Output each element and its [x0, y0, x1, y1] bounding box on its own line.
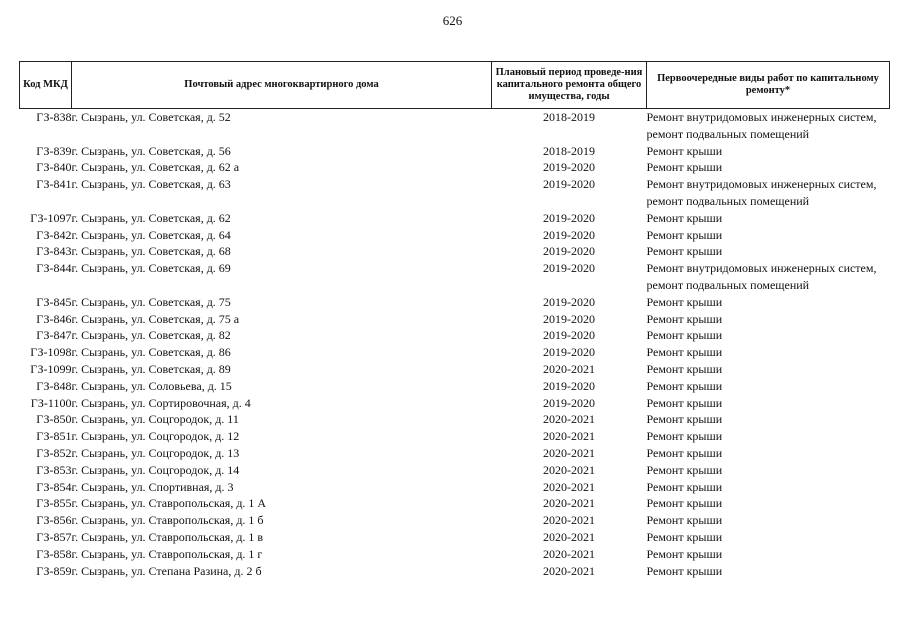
- mkd-code: ГЗ-842: [36, 227, 72, 242]
- mkd-code: ГЗ-839: [36, 143, 72, 158]
- table-row: [20, 428, 890, 445]
- repair-work-line: Ремонт крыши: [646, 328, 723, 343]
- address: г. Сызрань, ул. Сортировочная, д. 4: [71, 395, 251, 410]
- repair-works: [647, 495, 890, 512]
- repair-period: 2019-2020: [543, 328, 595, 343]
- repair-work-line: Ремонт крыши: [646, 143, 723, 158]
- table-row: [20, 227, 890, 244]
- repair-works: [647, 529, 890, 546]
- repair-period: 2018-2019: [543, 143, 595, 158]
- table-row: [20, 109, 890, 143]
- repair-works: [647, 159, 890, 176]
- repair-period: 2019-2020: [543, 395, 595, 410]
- repair-period: 2020-2021: [543, 563, 595, 578]
- repair-works: [647, 546, 890, 563]
- mkd-code: ГЗ-857: [36, 529, 72, 544]
- address: г. Сызрань, ул. Соцгородок, д. 13: [71, 445, 240, 460]
- repair-work-line: ремонт подвальных помещений: [646, 277, 810, 292]
- page-number: 626: [442, 13, 463, 28]
- table-row: [20, 411, 890, 428]
- header-code: Код МКД: [20, 62, 72, 109]
- repair-period: 2020-2021: [543, 513, 595, 528]
- repair-work-line: Ремонт крыши: [646, 160, 723, 175]
- repair-work-line: Ремонт крыши: [646, 479, 723, 494]
- repair-works: [647, 311, 890, 328]
- repair-work-line: Ремонт крыши: [646, 361, 723, 376]
- repair-works: [647, 462, 890, 479]
- mkd-code: ГЗ-840: [36, 160, 72, 175]
- mkd-code: ГЗ-856: [36, 513, 72, 528]
- mkd-code: ГЗ-838: [36, 110, 72, 124]
- table-row: [20, 143, 890, 160]
- address: г. Сызрань, ул. Соцгородок, д. 14: [71, 462, 240, 477]
- repair-works: [647, 243, 890, 260]
- repair-works: [647, 428, 890, 445]
- address: г. Сызрань, ул. Советская, д. 69: [71, 261, 231, 276]
- address: г. Сызрань, ул. Соцгородок, д. 12: [71, 429, 240, 444]
- address: г. Сызрань, ул. Советская, д. 63: [71, 177, 231, 192]
- repair-work-line: Ремонт крыши: [646, 546, 723, 561]
- header-address: Почтовый адрес многоквартирного дома: [72, 62, 492, 109]
- header-row: [20, 62, 890, 109]
- mkd-code: ГЗ-1100: [30, 395, 72, 410]
- repair-works: [647, 227, 890, 244]
- repair-work-line: Ремонт крыши: [646, 345, 723, 360]
- address: г. Сызрань, ул. Советская, д. 86: [71, 345, 231, 360]
- mkd-code: ГЗ-1099: [30, 361, 72, 376]
- mkd-code: ГЗ-851: [36, 429, 72, 444]
- repair-works: [647, 395, 890, 412]
- address: г. Сызрань, ул. Советская, д. 89: [71, 361, 231, 376]
- table-row: [20, 495, 890, 512]
- mkd-code: ГЗ-848: [36, 378, 72, 393]
- header-work: Первоочередные виды работ по капитальному ремонту*: [647, 62, 890, 109]
- repair-work-line: Ремонт крыши: [646, 429, 723, 444]
- repair-works: [647, 563, 890, 580]
- table-row: [20, 176, 890, 210]
- mkd-code: ГЗ-843: [36, 244, 72, 259]
- repair-period: 2019-2020: [543, 210, 595, 225]
- table-row: [20, 445, 890, 462]
- mkd-code: ГЗ-850: [36, 412, 72, 427]
- repair-period: 2020-2021: [543, 546, 595, 561]
- repair-works: [647, 294, 890, 311]
- repair-period: 2020-2021: [543, 479, 595, 494]
- table-row: [20, 512, 890, 529]
- repair-period: 2019-2020: [543, 244, 595, 259]
- repair-work-line: Ремонт крыши: [646, 210, 723, 225]
- repair-period: 2019-2020: [543, 345, 595, 360]
- address: г. Сызрань, ул. Советская, д. 82: [71, 328, 231, 343]
- repair-work-line: Ремонт крыши: [646, 529, 723, 544]
- repair-work-line: Ремонт крыши: [646, 462, 723, 477]
- mkd-code: ГЗ-854: [36, 479, 72, 494]
- address: г. Сызрань, ул. Советская, д. 68: [71, 244, 231, 259]
- repair-works: [647, 210, 890, 227]
- mkd-code: ГЗ-855: [36, 496, 72, 511]
- repair-period: 2020-2021: [543, 496, 595, 511]
- table-row: [20, 546, 890, 563]
- repair-work-line: Ремонт крыши: [646, 563, 723, 578]
- address: г. Сызрань, ул. Советская, д. 75 а: [71, 311, 240, 326]
- repair-work-line: Ремонт крыши: [646, 496, 723, 511]
- repair-works: [647, 176, 890, 210]
- table-row: [20, 327, 890, 344]
- repair-period: 2020-2021: [543, 361, 595, 376]
- table-header: [20, 62, 890, 109]
- address: г. Сызрань, ул. Соловьева, д. 15: [71, 378, 232, 393]
- table-row: [20, 210, 890, 227]
- mkd-code: ГЗ-858: [36, 546, 72, 561]
- repair-work-line: Ремонт крыши: [646, 445, 723, 460]
- address: г. Сызрань, ул. Советская, д. 64: [71, 227, 231, 242]
- repair-works: [647, 512, 890, 529]
- repair-work-line: Ремонт крыши: [646, 244, 723, 259]
- repair-works: [647, 445, 890, 462]
- repair-period: 2019-2020: [543, 160, 595, 175]
- table-row: [20, 344, 890, 361]
- table-row: [20, 462, 890, 479]
- table-row: [20, 311, 890, 328]
- repair-period: 2019-2020: [543, 227, 595, 242]
- repair-work-line: Ремонт крыши: [646, 412, 723, 427]
- address: г. Сызрань, ул. Ставропольская, д. 1 А: [71, 496, 267, 511]
- repair-work-line: Ремонт крыши: [646, 513, 723, 528]
- address: г. Сызрань, ул. Спортивная, д. 3: [71, 479, 234, 494]
- address: г. Сызрань, ул. Соцгородок, д. 11: [71, 412, 239, 427]
- address: г. Сызрань, ул. Советская, д. 52: [71, 110, 231, 124]
- mkd-code: ГЗ-852: [36, 445, 72, 460]
- repair-works: [647, 378, 890, 395]
- repair-period: 2020-2021: [543, 462, 595, 477]
- mkd-code: ГЗ-859: [36, 563, 72, 578]
- address: г. Сызрань, ул. Ставропольская, д. 1 в: [71, 529, 264, 544]
- repair-work-line: Ремонт внутридомовых инженерных систем,: [646, 177, 877, 192]
- repair-works: [647, 260, 890, 294]
- repair-period: 2019-2020: [543, 177, 595, 192]
- repair-work-line: Ремонт крыши: [646, 227, 723, 242]
- repair-work-line: Ремонт внутридомовых инженерных систем,: [646, 261, 877, 276]
- mkd-code: ГЗ-844: [36, 261, 72, 276]
- mkd-code: ГЗ-1097: [30, 210, 72, 225]
- repair-period: 2018-2019: [543, 110, 595, 124]
- repair-work-line: Ремонт крыши: [646, 378, 723, 393]
- repair-works: [647, 327, 890, 344]
- repair-work-line: ремонт подвальных помещений: [646, 126, 810, 141]
- address: г. Сызрань, ул. Ставропольская, д. 1 г: [71, 546, 263, 561]
- mkd-code: ГЗ-841: [36, 177, 72, 192]
- header-period: Плановый период проведе-ния капитального ремонта общего имущества, годы: [492, 62, 647, 109]
- address: г. Сызрань, ул. Советская, д. 62 а: [71, 160, 240, 175]
- table-row: [20, 529, 890, 546]
- repair-works: [647, 109, 890, 143]
- repair-period: 2019-2020: [543, 261, 595, 276]
- address: г. Сызрань, ул. Советская, д. 62: [71, 210, 231, 225]
- address: г. Сызрань, ул. Ставропольская, д. 1 б: [71, 513, 264, 528]
- repair-works: [647, 344, 890, 361]
- mkd-code: ГЗ-1098: [30, 345, 72, 360]
- repair-schedule-table: [19, 61, 890, 579]
- table-row: [20, 361, 890, 378]
- repair-period: 2019-2020: [543, 378, 595, 393]
- repair-period: 2020-2021: [543, 529, 595, 544]
- repair-period: 2020-2021: [543, 412, 595, 427]
- mkd-code: ГЗ-853: [36, 462, 72, 477]
- repair-period: 2020-2021: [543, 445, 595, 460]
- repair-period: 2019-2020: [543, 311, 595, 326]
- table-row: [20, 479, 890, 496]
- address: г. Сызрань, ул. Советская, д. 56: [71, 143, 231, 158]
- repair-work-line: Ремонт внутридомовых инженерных систем,: [646, 110, 877, 124]
- table-row: [20, 159, 890, 176]
- repair-period: 2020-2021: [543, 429, 595, 444]
- table-row: [20, 260, 890, 294]
- repair-works: [647, 411, 890, 428]
- address: г. Сызрань, ул. Советская, д. 75: [71, 294, 231, 309]
- table-body: [20, 109, 890, 580]
- mkd-code: ГЗ-845: [36, 294, 72, 309]
- table-row: [20, 294, 890, 311]
- table-row: [20, 378, 890, 395]
- table-row: [20, 563, 890, 580]
- mkd-code: ГЗ-847: [36, 328, 72, 343]
- mkd-code: ГЗ-846: [36, 311, 72, 326]
- repair-work-line: Ремонт крыши: [646, 294, 723, 309]
- repair-works: [647, 479, 890, 496]
- repair-works: [647, 361, 890, 378]
- address: г. Сызрань, ул. Степана Разина, д. 2 б: [71, 563, 262, 578]
- table-row: [20, 395, 890, 412]
- repair-work-line: ремонт подвальных помещений: [646, 193, 810, 208]
- repair-work-line: Ремонт крыши: [646, 311, 723, 326]
- repair-works: [647, 143, 890, 160]
- table-row: [20, 243, 890, 260]
- repair-work-line: Ремонт крыши: [646, 395, 723, 410]
- repair-period: 2019-2020: [543, 294, 595, 309]
